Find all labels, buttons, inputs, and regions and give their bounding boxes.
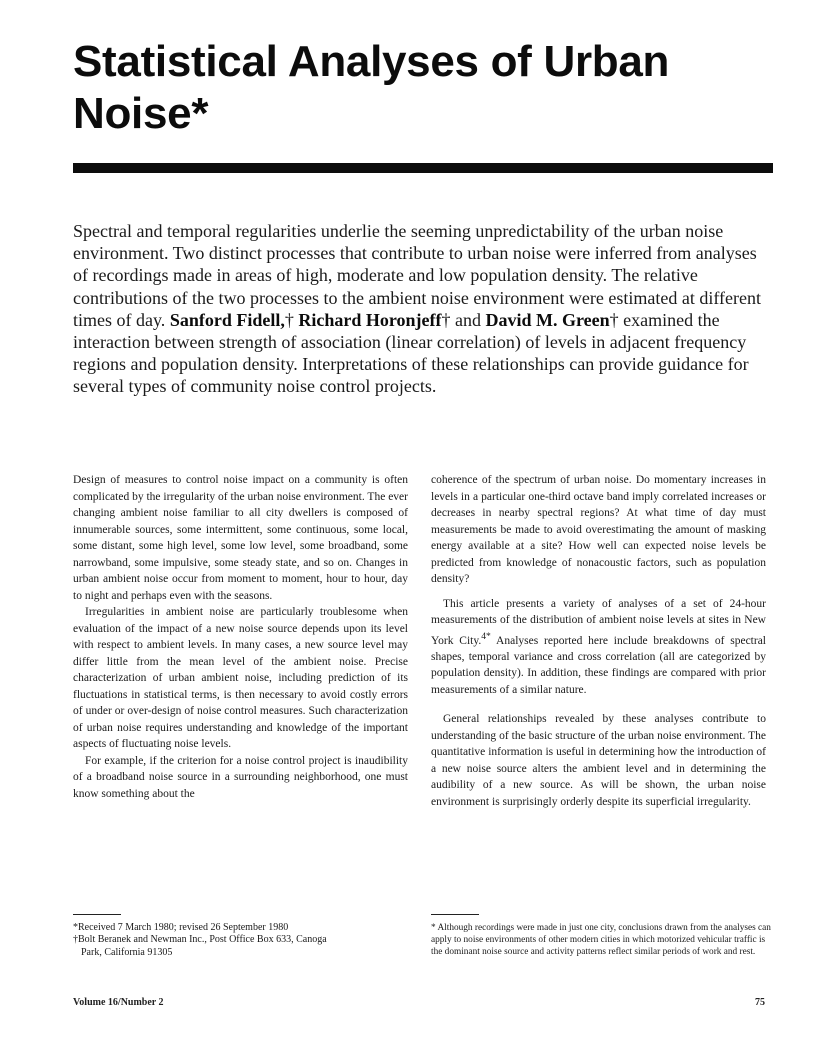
right-paragraph-1: coherence of the spectrum of urban noise. Do momentary increases in levels in a particular one-third octave band imply correlated increases or decreases in nearby spectral regions? At what time of day must measurements be made to avoid overestimating the amount of masking energy available at a site? How well can expected noise levels be predicted from knowledge of nonacoustic factors, such as population density? — [431, 474, 766, 585]
footnote-affiliation: †Bolt Beranek and Newman Inc., Post Office Box 633, Canoga — [73, 934, 327, 946]
abstract-text-1: Spectral and temporal regularities underlie the seeming unpredictability of the urban noise environment. Two distinct processes that contribute to urban noise were inferred from analyses of recordings made in areas of high, moderate and low population density. The relative contributions of the two processes to the ambient noise environment were estimated at different times of day. — [73, 221, 761, 330]
dagger-1: † — [284, 309, 294, 330]
footnotes-left — [73, 922, 413, 959]
left-paragraph-2: Irregularities in ambient noise are particularly troublesome when evaluation of the impact of a new noise source depends upon its level with respect to ambient levels. In many cases, a new source level may differ little from the mean level of the ambient noise. Precise characterization of urban ambient noise, including prediction of its fluctuations in statistical terms, is then necessary to avoid costly errors of under or over-design of noise control measures. Such characterization of urban noise requires understanding and knowledge of the important aspects of fluctuating noise levels. — [73, 606, 408, 750]
right-paragraph-2-rest: Analyses reported here include breakdowns of spectral shapes, temporal variance and cross correlation (all are categorized by population density). In addition, these findings are compared with prior measurements of a similar nature. — [431, 634, 766, 696]
abstract — [73, 220, 773, 398]
left-column — [73, 472, 408, 802]
right-paragraph-2-text: This article presents a variety of analyses of a set of 24-hour measurements of the distribution of ambient noise levels at sites in New York City. — [431, 597, 766, 647]
author-green: David M. Green — [485, 309, 610, 330]
footnote-ref: 4* — [481, 630, 491, 642]
dagger-2: † — [441, 309, 451, 330]
footnote-recordings: * Although recordings were made in just one city, conclusions drawn from the analyses can apply to noise environments of other modern cities in which motorized vehicular traffic is the dominant noise source and activity patterns reflect similar periods of work and rest. — [431, 923, 771, 957]
abstract-text-2: examined the interaction between strength of association (linear correlation) of levels in adjacent frequency regions and population density. Interpretations of these relationships can provide guidance for several types of community noise control projects. — [73, 309, 749, 397]
title-rule — [73, 163, 773, 173]
left-paragraph-1: Design of measures to control noise impact on a community is often complicated by the irregularity of the urban noise environment. The ever changing ambient noise familiar to all city dwellers is composed of innumerable sources, some intermittent, some continuous, some local, some distant, some high level, some low level, some broadband, some narrowband, some impulsive, some steady state, and so on. Changes in urban ambient noise occur from moment to moment, hour to hour, day to night and perhaps even with the seasons. — [73, 474, 408, 602]
right-paragraph-3: General relationships revealed by these analyses contribute to understanding of the basic structure of the urban noise environment. The quantitative information is useful in determining how the introduction of a new noise source alters the ambient level and in determining the audibility of a new source. As will be shown, the urban noise environment is surprisingly orderly despite its superficial irregularity. — [431, 713, 766, 808]
abstract-and: and — [454, 309, 481, 330]
article-title: Statistical Analyses of Urban Noise* — [73, 37, 670, 138]
footnote-affiliation-cont: Park, California 91305 — [81, 946, 173, 958]
left-paragraph-3: For example, if the criterion for a noise control project is inaudibility of a broadband noise source in a surrounding neighborhood, one must know something about the — [73, 754, 408, 800]
right-paragraph-2 — [431, 596, 766, 699]
page-number: 75 — [755, 997, 765, 1008]
right-column — [431, 472, 766, 810]
dagger-3: † — [609, 309, 619, 330]
journal-issue: Volume 16/Number 2 — [73, 997, 164, 1008]
author-fidell: Sanford Fidell, — [169, 309, 285, 330]
footnote-rule-right — [431, 914, 479, 915]
footnotes-right — [431, 922, 771, 958]
author-horonjeff: Richard Horonjeff — [298, 309, 442, 330]
footnote-received: *Received 7 March 1980; revised 26 September 1980 — [73, 922, 289, 933]
footnote-rule-left — [73, 914, 121, 915]
